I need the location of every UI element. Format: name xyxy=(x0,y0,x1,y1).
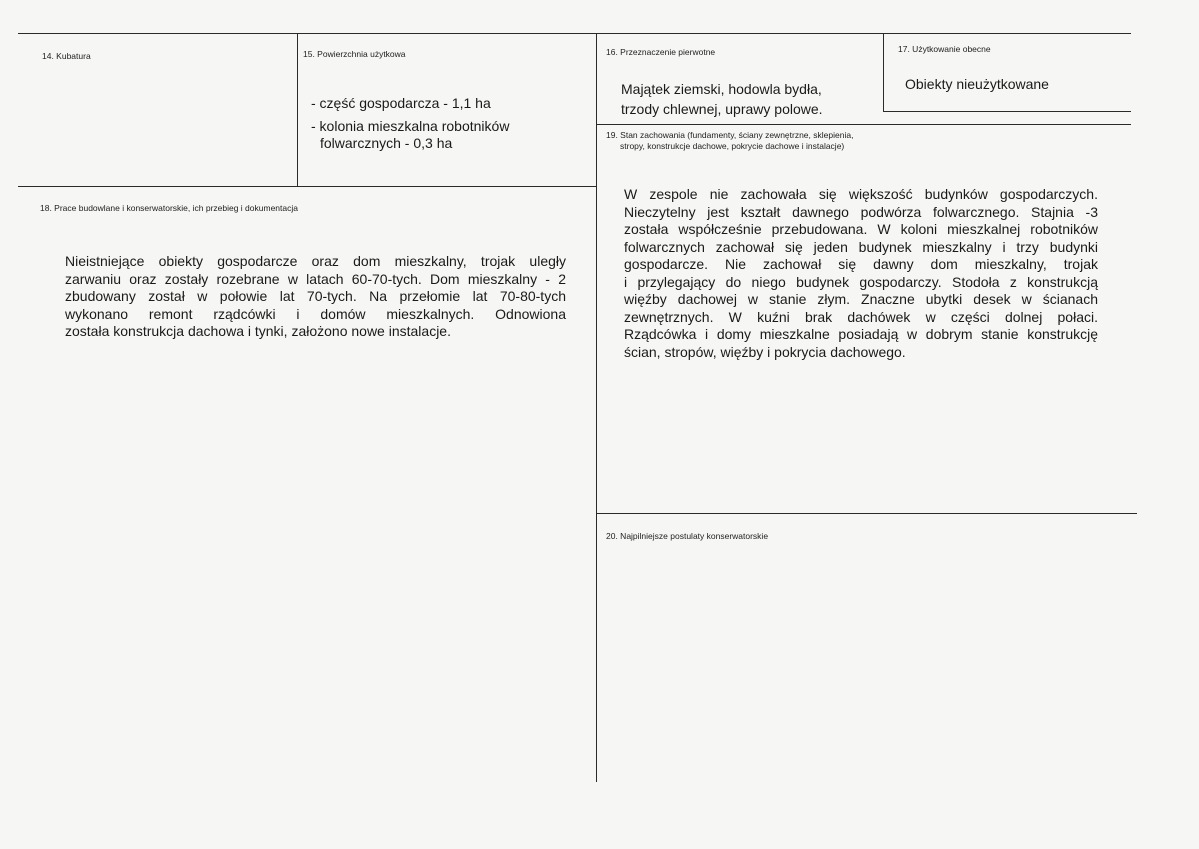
field-15-label: 15. Powierzchnia użytkowa xyxy=(303,49,406,59)
field-19-line: Rządcówka i domy mieszkalne posiadają w dobrym stanie konstrukcję xyxy=(624,326,1098,342)
field-16-line: trzody chlewnej, uprawy polowe. xyxy=(621,101,823,117)
field-19-value xyxy=(624,186,1098,361)
field-19-line: więźby dachowej w stanie złym. Znaczne ubytki desek w ścianach xyxy=(624,291,1098,307)
field-18-line: wykonano remont rządcówki i domów mieszkalnych. Odnowiona xyxy=(65,305,566,322)
col-divider-16-17 xyxy=(883,33,884,111)
field-19-line: ścian, stropów, więźby i pokrycia dachowego. xyxy=(624,343,906,360)
field-19-label xyxy=(606,130,853,152)
field-19-line: folwarcznych zachował się jeden budynek mieszkalny i trzy budynki xyxy=(624,238,1098,255)
field-19-label-line: stropy, konstrukcje dachowe, pokrycie dachowe i instalacje) xyxy=(620,141,845,151)
field-19-label-line: 19. Stan zachowania (fundamenty, ściany zewnętrzne, sklepienia, xyxy=(606,130,854,140)
field-19-line: została współcześnie przebudowana. W koloni mieszkalnej robotników xyxy=(624,221,1098,237)
field-16-label: 16. Przeznaczenie pierwotne xyxy=(606,47,716,57)
field-15-line: folwarcznych - 0,3 ha xyxy=(320,135,453,151)
field-15-line: - kolonia mieszkalna robotników xyxy=(311,117,510,134)
col-divider-14-15 xyxy=(297,33,298,186)
field-16-value xyxy=(621,79,823,119)
field-15-line: - część gospodarcza - 1,1 ha xyxy=(311,95,491,111)
field-16-line: Majątek ziemski, hodowla bydła, xyxy=(621,81,822,97)
row-divider-19-20 xyxy=(596,513,1137,514)
field-18-line: zbudowany został w połowie lat 70-tych. Na przełomie lat 70-80-tych xyxy=(65,288,566,304)
field-19-line: Nieczytelny jest kształt dawnego podwórza folwarcznego. Stajnia -3 xyxy=(624,203,1098,220)
row-divider-16-17 xyxy=(596,124,1131,125)
top-border xyxy=(18,33,1131,34)
field-17-label: 17. Użytkowanie obecne xyxy=(898,44,991,54)
field-18-line: zarwaniu oraz zostały rozebrane w latach 60-70-tych. Dom mieszkalny - 2 xyxy=(65,270,566,287)
field-15-value xyxy=(311,95,509,153)
col-divider-main xyxy=(596,33,597,782)
field-19-line: gospodarcze. Nie zachował się dawny dom mieszkalny, trojak xyxy=(624,256,1098,272)
field-19-line: zewnętrznych. W kuźni brak dachówek w części dolnej połaci. xyxy=(624,308,1098,325)
field-18-line: została konstrukcja dachowa i tynki, założono nowe instalacje. xyxy=(65,323,451,339)
field-18-label: 18. Prace budowlane i konserwatorskie, ich przebieg i dokumentacja xyxy=(40,203,298,213)
field-14-label: 14. Kubatura xyxy=(42,51,91,61)
field-18-value xyxy=(65,253,566,341)
field-20-label: 20. Najpilniejsze postulaty konserwatorskie xyxy=(606,531,769,541)
field-17-value: Obiekty nieużytkowane xyxy=(905,76,1049,92)
field-19-line: i przylegający do niego budynek gospodarczy. Stodoła z konstrukcją xyxy=(624,273,1098,290)
row-divider-left xyxy=(18,186,596,187)
field-18-line: Nieistniejące obiekty gospodarcze oraz dom mieszkalny, trojak uległy xyxy=(65,253,566,269)
row-divider-17 xyxy=(883,111,1131,112)
field-19-line: W zespole nie zachowała się większość budynków gospodarczych. xyxy=(624,186,1098,202)
